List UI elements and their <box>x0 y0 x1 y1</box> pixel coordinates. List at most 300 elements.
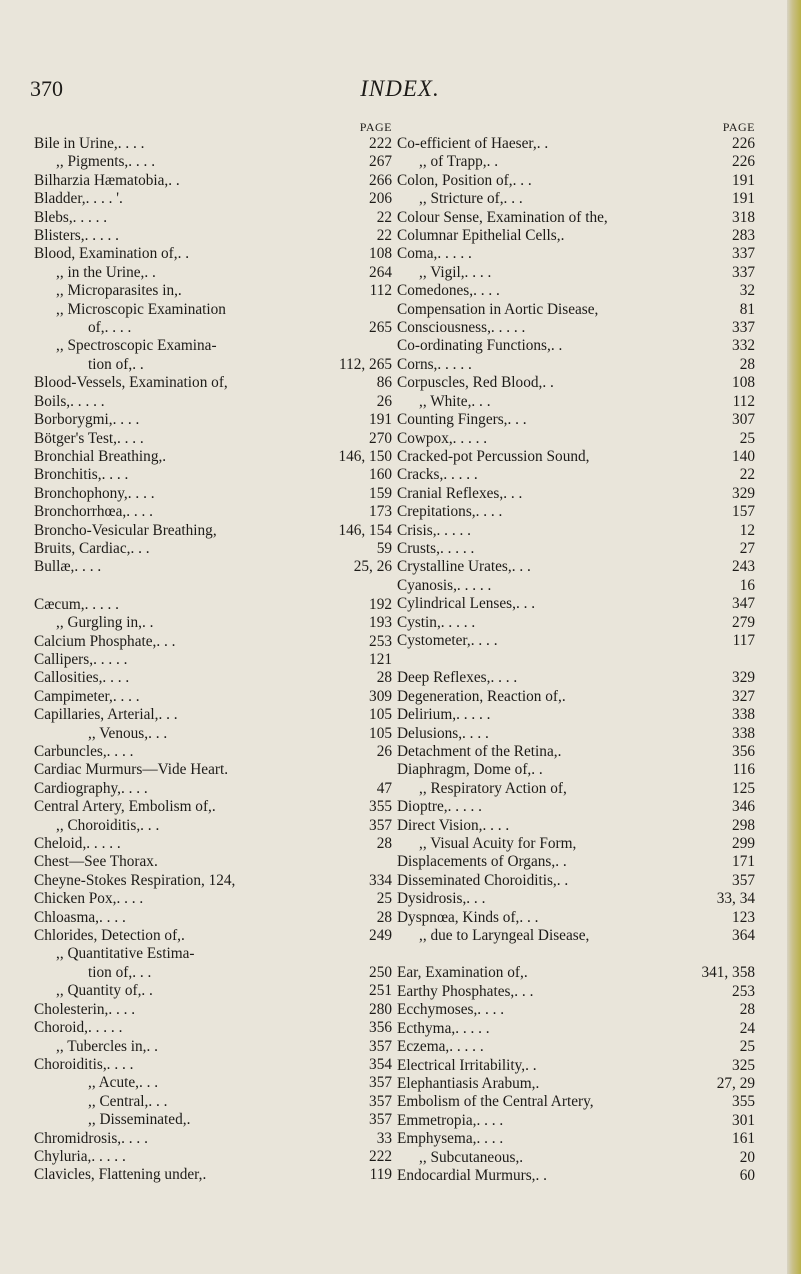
index-entry <box>397 1057 755 1075</box>
entry-term: ,, Microparasites in, <box>56 282 178 300</box>
entry-page-ref: 28 <box>376 835 392 853</box>
entry-page-ref: 329 <box>732 669 755 687</box>
entry-term: Detachment of the Retina, <box>397 743 558 760</box>
index-entry <box>397 1075 755 1093</box>
index-entry <box>397 909 755 927</box>
entry-leader-dots: . . . <box>519 908 539 926</box>
entry-leader-dots: . . . . <box>108 1000 136 1018</box>
index-entry <box>34 1019 392 1037</box>
entry-leader-dots: . . . <box>471 392 491 410</box>
entry-page-ref: 364 <box>732 927 755 945</box>
entry-term: Boils, <box>34 392 71 410</box>
entry-term: tion of, <box>88 355 133 373</box>
entry-term: Elephantiasis Arabum, <box>397 1074 536 1092</box>
index-entry <box>397 430 755 448</box>
entry-leader-dots: . . . . <box>112 687 140 705</box>
index-entry <box>34 1001 392 1019</box>
index-entry <box>397 393 755 411</box>
entry-page-ref: 332 <box>732 337 755 355</box>
entry-page-ref: 329 <box>732 484 755 502</box>
index-entry <box>34 927 392 945</box>
entry-leader-dots: . . . . <box>475 503 503 521</box>
entry-term: Ecchymoses, <box>397 1001 478 1019</box>
entry-leader-dots: . . . <box>148 1092 168 1110</box>
entry-term: Colon, Position of, <box>397 171 513 189</box>
entry-leader-dots: . . <box>168 171 180 189</box>
entry-page-ref: 112, 265 <box>339 355 392 373</box>
entry-leader-dots: . . <box>531 761 543 779</box>
entry-leader-dots: . . . . <box>482 816 510 834</box>
entry-page-ref: 16 <box>739 576 755 594</box>
index-entry <box>397 890 755 908</box>
entry-term: Bronchophony, <box>34 484 128 502</box>
page-number: 370 <box>30 76 63 101</box>
entry-term: ,, Microscopic Examination <box>56 300 226 318</box>
index-entry <box>34 633 392 651</box>
index-entry <box>397 706 755 724</box>
entry-page-ref: 355 <box>369 798 392 816</box>
index-entry <box>397 743 755 761</box>
entry-leader-dots: . <box>181 927 185 945</box>
entry-term: Bötger's Test, <box>34 429 117 447</box>
entry-page-ref: 59 <box>376 539 392 557</box>
entry-term: Deep Reflexes, <box>397 669 491 687</box>
entry-leader-dots: . . <box>550 337 563 355</box>
entry-term: Cardiac Murmurs—Vide Heart. <box>34 761 229 779</box>
entry-page-ref: 192 <box>369 595 392 613</box>
index-entry <box>34 982 392 1000</box>
entry-term: Chest—See Thorax. <box>34 853 158 871</box>
entry-page-ref: 81 <box>739 300 755 318</box>
entry-page-ref: 33 <box>376 1129 392 1147</box>
index-entry <box>34 503 392 521</box>
index-entry <box>34 743 392 761</box>
index-entry <box>34 245 392 263</box>
entry-leader-dots: . . <box>556 871 569 889</box>
index-entry <box>34 706 392 724</box>
entry-page-ref: 251 <box>369 982 392 1000</box>
entry-term: Displacements of Organs, <box>397 853 556 871</box>
index-entry <box>397 1093 755 1111</box>
entry-term: Chloasma, <box>34 908 100 926</box>
entry-page-ref: 279 <box>732 613 755 631</box>
index-column-right <box>397 120 755 1185</box>
entry-term: ,, due to Laryngeal Disease, <box>419 927 590 945</box>
entry-leader-dots: . . . . <box>101 466 129 484</box>
index-entry <box>397 688 755 706</box>
index-entry <box>397 190 755 208</box>
entry-term: Counting Fingers, <box>397 411 508 429</box>
index-entry <box>397 632 755 650</box>
entry-page-ref: 60 <box>739 1166 755 1184</box>
index-entry <box>34 227 392 245</box>
index-entry <box>34 448 392 466</box>
entry-leader-dots: . . . . <box>74 558 102 576</box>
index-entry <box>397 798 755 816</box>
index-entry <box>34 1111 392 1129</box>
entry-leader-dots: . . <box>177 245 190 263</box>
entry-page-ref: 357 <box>732 871 755 889</box>
entry-page-ref: 301 <box>732 1111 755 1129</box>
entry-term: Cracks, <box>397 466 444 484</box>
entry-term: Emmetropia, <box>397 1111 477 1129</box>
entry-term: Earthy Phosphates, <box>397 982 515 1000</box>
index-entry <box>34 798 392 816</box>
entry-page-ref: 243 <box>732 558 755 576</box>
entry-term: Delusions, <box>397 724 463 742</box>
entry-page-ref: 206 <box>369 190 392 208</box>
index-entry <box>397 319 755 337</box>
entry-term: ,, Respiratory Action of, <box>419 779 567 797</box>
entry-leader-dots: . . . . . <box>443 466 478 484</box>
index-entry <box>34 411 392 429</box>
index-entry <box>397 245 755 263</box>
entry-leader-dots: . . . . <box>477 1001 505 1019</box>
entry-term: Chromidrosis, <box>34 1129 122 1147</box>
entry-term: Crusts, <box>397 539 440 557</box>
entry-page-ref: 337 <box>732 245 755 263</box>
entry-term: Coma, <box>397 245 438 263</box>
entry-leader-dots: . . . . <box>470 631 498 649</box>
index-entry <box>397 1020 755 1038</box>
entry-page-ref: 327 <box>732 687 755 705</box>
index-entry <box>34 651 392 669</box>
entry-page-ref: 22 <box>376 208 392 226</box>
entry-leader-dots: . . . . <box>476 1111 504 1129</box>
entry-page-ref: 191 <box>732 190 755 208</box>
index-entry <box>397 558 755 576</box>
entry-term: Compensation in Aortic Disease, <box>397 300 599 318</box>
index-entry <box>397 964 755 982</box>
entry-page-ref: 357 <box>369 1111 392 1129</box>
entry-term: Bile in Urine, <box>34 135 118 152</box>
entry-term: Cystin, <box>397 613 441 631</box>
entry-page-ref: 226 <box>732 135 755 152</box>
index-entry <box>34 1130 392 1148</box>
entry-term: Bruits, Cardiac, <box>34 539 131 557</box>
entry-leader-dots: . . . . <box>120 779 148 797</box>
index-entry <box>397 927 755 945</box>
entry-leader-dots: . . . . <box>117 135 145 152</box>
entry-page-ref: 354 <box>369 1055 392 1073</box>
group-gap <box>34 577 392 596</box>
entry-leader-dots: . . . . '. <box>85 190 123 208</box>
entry-term: ,, Pigments, <box>56 153 129 171</box>
index-entry <box>34 780 392 798</box>
entry-page-ref: 140 <box>732 447 755 465</box>
index-entry <box>34 485 392 503</box>
entry-leader-dots: . . . . . <box>72 208 108 226</box>
index-entry <box>34 614 392 632</box>
entry-page-ref: 253 <box>732 982 755 1000</box>
entry-leader-dots: . . . <box>503 484 523 502</box>
index-entry <box>34 1056 392 1074</box>
entry-leader-dots: . . . . <box>116 429 144 447</box>
index-entry <box>34 282 392 300</box>
entry-term: Blisters, <box>34 227 85 245</box>
entry-leader-dots: . . . . . <box>70 392 105 410</box>
entry-page-ref: 108 <box>732 374 755 392</box>
index-entry <box>34 374 392 392</box>
entry-page-ref: 280 <box>369 1000 392 1018</box>
entry-leader-dots: . . <box>144 263 156 281</box>
index-column-left <box>34 120 392 1185</box>
entry-leader-dots: . . . . . <box>439 539 475 557</box>
index-entry <box>34 356 392 374</box>
entry-term: Disseminated Choroiditis, <box>397 871 557 889</box>
entry-leader-dots: . . . . <box>104 319 132 337</box>
entry-leader-dots: . <box>560 227 565 245</box>
index-entry <box>34 817 392 835</box>
index-entry <box>397 614 755 632</box>
page-column-label: PAGE <box>359 120 392 134</box>
entry-leader-dots: . . . . <box>128 153 156 171</box>
index-entry <box>397 337 755 355</box>
index-entry <box>34 190 392 208</box>
entry-leader-dots: . . <box>535 1166 547 1184</box>
entry-term: Co-efficient of Haeser, <box>397 135 537 152</box>
index-entry <box>397 835 755 853</box>
entry-term: Crepitations, <box>397 503 476 521</box>
entry-term: Clavicles, Flattening under, <box>34 1166 203 1184</box>
entry-leader-dots: . . <box>141 982 153 1000</box>
entry-page-ref: 338 <box>732 724 755 742</box>
index-entry <box>397 356 755 374</box>
entry-page-ref: 160 <box>369 466 392 484</box>
entry-page-ref: 117 <box>732 631 755 649</box>
entry-leader-dots: . . . . . <box>455 1019 490 1037</box>
entry-term: Borborygmi, <box>34 411 113 429</box>
entry-leader-dots: . . . . <box>476 1130 504 1148</box>
entry-page-ref: 341, 358 <box>701 964 755 982</box>
entry-page-ref: 193 <box>369 614 392 632</box>
entry-page-ref: 191 <box>369 411 392 429</box>
page-column-label: PAGE <box>722 120 755 134</box>
entry-term: ,, Vigil, <box>419 263 465 281</box>
entry-term: Callosities, <box>34 669 103 687</box>
entry-page-ref: 222 <box>369 135 392 152</box>
index-entry <box>34 1148 392 1166</box>
entry-term: Cylindrical Lenses, <box>397 595 516 613</box>
entry-page-ref: 307 <box>732 411 755 429</box>
entry-leader-dots: . . <box>486 153 499 171</box>
entry-term: Ear, Examination of, <box>397 964 524 982</box>
entry-term: Cholesterin, <box>34 1000 109 1018</box>
index-entry <box>397 522 755 540</box>
entry-leader-dots: . . <box>146 1037 158 1055</box>
entry-page-ref: 123 <box>732 908 755 926</box>
entry-term: Blebs, <box>34 208 73 226</box>
entry-leader-dots: . . . . <box>126 503 153 521</box>
entry-page-ref: 119 <box>369 1166 392 1184</box>
entry-leader-dots: . . . . . <box>437 355 472 373</box>
entry-term: Bronchorrhœa, <box>34 503 127 521</box>
index-entry <box>397 264 755 282</box>
entry-page-ref: 121 <box>369 650 392 668</box>
index-entry <box>34 1074 392 1092</box>
entry-term: Electrical Irritability, <box>397 1056 526 1074</box>
entry-term: ,, Visual Acuity for Form, <box>419 835 577 853</box>
entry-page-ref: 191 <box>732 171 755 189</box>
index-entry <box>397 448 755 466</box>
index-entry <box>397 1038 755 1056</box>
entry-term: ,, Gurgling in, <box>56 614 142 632</box>
entry-leader-dots: . . . <box>503 190 523 208</box>
entry-leader-dots: . . . <box>138 1074 159 1092</box>
index-entry <box>397 1167 755 1185</box>
index-entry <box>34 301 392 319</box>
index-entry <box>34 540 392 558</box>
entry-page-ref: 161 <box>732 1130 755 1148</box>
index-entry <box>397 853 755 871</box>
index-entry <box>34 319 392 337</box>
index-entry <box>34 466 392 484</box>
entry-page-ref: 105 <box>369 724 392 742</box>
entry-term: ,, White, <box>419 392 472 410</box>
entry-leader-dots: . . . . . <box>456 706 491 724</box>
entry-page-ref: 20 <box>739 1148 755 1166</box>
entry-leader-dots: . . . <box>156 632 176 650</box>
entry-page-ref: 325 <box>732 1056 755 1074</box>
index-entry <box>34 1093 392 1111</box>
entry-term: Cheloid, <box>34 835 87 853</box>
entry-term: Bullæ, <box>34 558 75 576</box>
entry-term: Bronchitis, <box>34 466 102 484</box>
entry-page-ref: 264 <box>369 263 392 281</box>
entry-page-ref: 86 <box>376 374 392 392</box>
index-entry <box>34 964 392 982</box>
entry-page-ref: 146, 154 <box>338 521 392 539</box>
entry-page-ref: 299 <box>732 835 755 853</box>
entry-term: Cranial Reflexes, <box>397 484 504 502</box>
entry-term: Diaphragm, Dome of, <box>397 761 532 779</box>
entry-page-ref: 298 <box>732 816 755 834</box>
page-edge <box>787 0 801 1274</box>
entry-page-ref: 250 <box>369 963 392 981</box>
index-entry <box>397 761 755 779</box>
entry-page-ref: 249 <box>369 927 392 945</box>
entry-page-ref: 47 <box>376 779 392 797</box>
entry-term: ,, Subcutaneous, <box>419 1148 520 1166</box>
entry-term: Corpuscles, Red Blood, <box>397 374 543 392</box>
entry-page-ref: 173 <box>369 503 392 521</box>
entry-leader-dots: . . <box>132 355 144 373</box>
index-entry <box>397 669 755 687</box>
index-entry <box>34 153 392 171</box>
entry-page-ref: 28 <box>376 669 392 687</box>
entry-term: Endocardial Murmurs, <box>397 1166 536 1184</box>
entry-term: Cracked-pot Percussion Sound, <box>397 447 590 465</box>
entry-leader-dots: . . <box>536 135 549 152</box>
entry-page-ref: 265 <box>369 319 392 337</box>
entry-page-ref: 357 <box>369 1074 392 1092</box>
entry-leader-dots: . . . <box>466 890 486 908</box>
entry-term: Cæcum, <box>34 595 85 613</box>
index-entry <box>397 153 755 171</box>
entry-leader-dots: . . <box>525 1056 537 1074</box>
entry-leader-dots: . . . . <box>106 743 134 760</box>
entry-leader-dots: . . . . . <box>86 835 121 853</box>
index-entry <box>34 430 392 448</box>
index-entry <box>34 909 392 927</box>
entry-page-ref: 338 <box>732 706 755 724</box>
entry-term: Dysidrosis, <box>397 890 467 908</box>
entry-term: Central Artery, Embolism of, <box>34 798 212 816</box>
entry-leader-dots: . . . . <box>121 1129 148 1147</box>
entry-term: Campimeter, <box>34 687 113 705</box>
index-entry <box>34 725 392 743</box>
entry-term: Calcium Phosphate, <box>34 632 157 650</box>
index-entry <box>397 209 755 227</box>
index-entry <box>34 393 392 411</box>
entry-leader-dots: . . . . . <box>87 1019 123 1037</box>
index-entry <box>34 172 392 190</box>
group-gap <box>397 945 755 964</box>
entry-page-ref: 346 <box>732 798 755 816</box>
entry-leader-dots: . <box>557 743 562 760</box>
entry-leader-dots: . <box>211 798 216 816</box>
entry-term: Cowpox, <box>397 429 453 447</box>
entry-leader-dots: . . . <box>511 558 531 576</box>
index-entry <box>397 282 755 300</box>
entry-term: Bronchial Breathing, <box>34 447 163 465</box>
entry-term: Choroid, <box>34 1019 88 1037</box>
index-entry <box>397 301 755 319</box>
entry-term: Cystometer, <box>397 631 471 649</box>
entry-page-ref: 112 <box>369 282 392 300</box>
entry-leader-dots: . . . <box>130 539 150 557</box>
entry-term: Chicken Pox, <box>34 890 117 908</box>
index-entry <box>397 411 755 429</box>
index-entry <box>34 337 392 355</box>
index-entry <box>397 817 755 835</box>
entry-page-ref: 337 <box>732 319 755 337</box>
entry-term: Blood, Examination of, <box>34 245 178 263</box>
index-entry <box>34 688 392 706</box>
entry-leader-dots: . <box>162 447 167 465</box>
entry-page-ref: 32 <box>739 282 755 300</box>
entry-term: ,, Quantitative Estima- <box>56 945 195 963</box>
entry-term: Delirium, <box>397 706 457 724</box>
entry-leader-dots: . . . <box>132 963 152 981</box>
entry-term: Carbuncles, <box>34 743 107 760</box>
entry-page-ref: 26 <box>376 743 392 760</box>
entry-term: Ecthyma, <box>397 1019 456 1037</box>
entry-leader-dots: . . . . . <box>490 319 526 337</box>
entry-page-ref: 25 <box>376 890 392 908</box>
entry-page-ref: 337 <box>732 263 755 281</box>
index-entry <box>34 135 392 153</box>
entry-leader-dots: . . . . . <box>93 650 128 668</box>
index-entry <box>34 1166 392 1184</box>
entry-term: Co-ordinating Functions, <box>397 337 551 355</box>
entry-term: Broncho-Vesicular Breathing, <box>34 521 217 539</box>
entry-page-ref: 116 <box>732 761 755 779</box>
entry-page-ref: 22 <box>376 227 392 245</box>
entry-page-ref: 159 <box>369 484 392 502</box>
entry-page-ref: 267 <box>369 153 392 171</box>
index-entry <box>397 540 755 558</box>
entry-term: of, <box>88 319 105 337</box>
entry-page-ref: 356 <box>732 743 755 760</box>
entry-leader-dots: . <box>561 687 566 705</box>
entry-term: Cardiography, <box>34 779 121 797</box>
entry-page-ref: 25 <box>739 429 755 447</box>
entry-term: ,, Spectroscopic Examina- <box>56 337 217 355</box>
entry-term: Blood-Vessels, Examination of, <box>34 374 228 392</box>
entry-term: Crisis, <box>397 521 437 539</box>
index-entry <box>397 1112 755 1130</box>
